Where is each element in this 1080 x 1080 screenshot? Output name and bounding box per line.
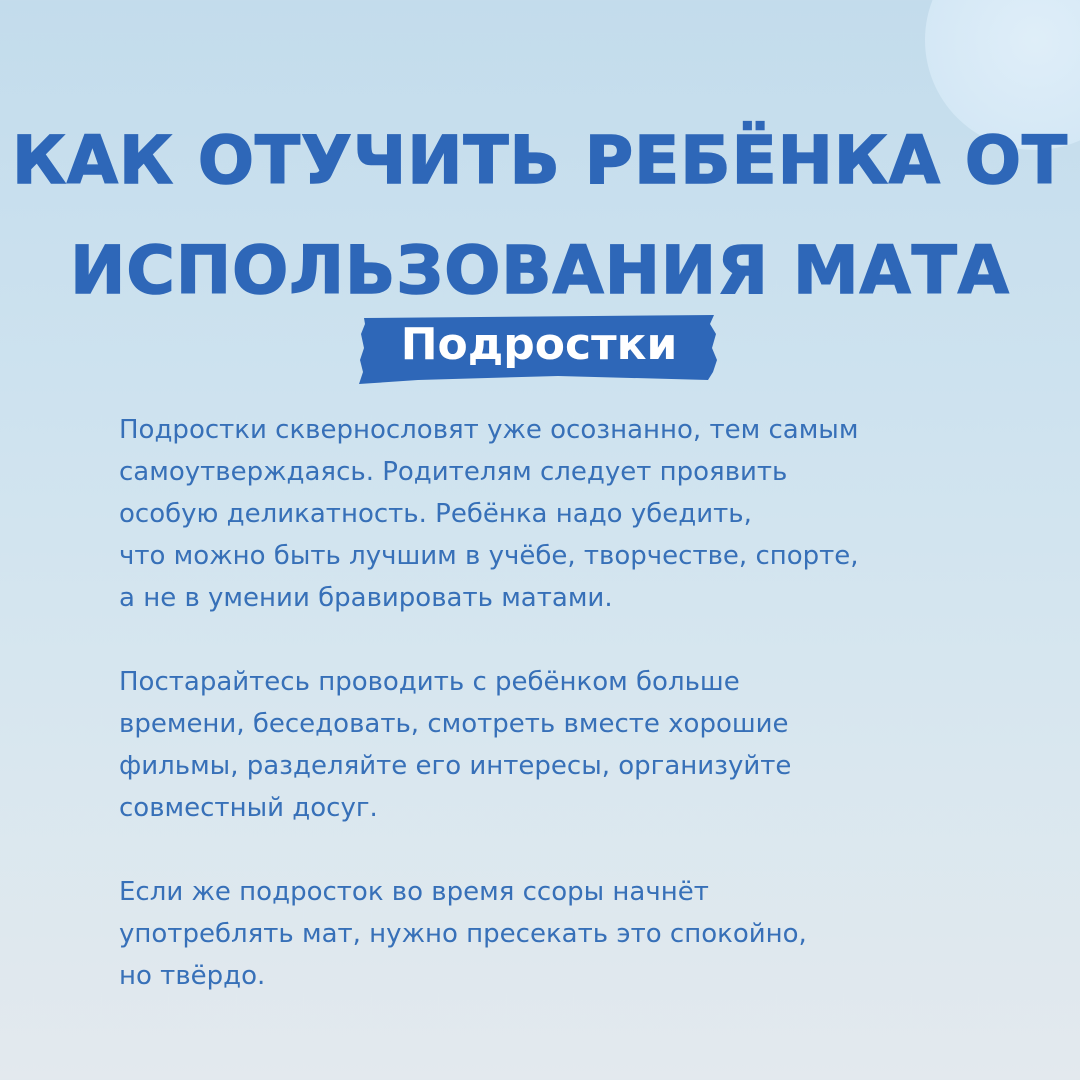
paragraph-line: самоутверждаясь. Родителям следует проявить [119,457,788,487]
paragraph-line: что можно быть лучшим в учёбе, творчестве, спорте, [119,541,859,571]
paragraph-2 [119,661,999,829]
paragraph-line: времени, беседовать, смотреть вместе хорошие [119,709,789,739]
paragraph-line: Постарайтесь проводить с ребёнком больше [119,667,740,697]
paragraph-line: Подростки сквернословят уже осознанно, тем самым [119,415,859,445]
paragraph-line: фильмы, разделяйте его интересы, организуйте [119,751,792,781]
paragraph-line: а не в умении бравировать матами. [119,583,613,613]
paragraph-3 [119,871,999,997]
paragraph-line: совместный досуг. [119,793,378,823]
article-body [119,409,999,1039]
paragraph-line: но твёрдо. [119,961,266,991]
paragraph-line: употреблять мат, нужно пресекать это спокойно, [119,919,807,949]
badge-label: Подростки [400,319,678,370]
title-line-1: КАК ОТУЧИТЬ РЕБЁНКА ОТ [11,122,1069,199]
page-title [0,106,1080,326]
category-badge [358,314,720,384]
paragraph-line: Если же подросток во время ссоры начнёт [119,877,709,907]
paragraph-1 [119,409,999,619]
paragraph-line: особую деликатность. Ребёнка надо убедить, [119,499,752,529]
title-line-2: ИСПОЛЬЗОВАНИЯ МАТА [70,232,1010,309]
